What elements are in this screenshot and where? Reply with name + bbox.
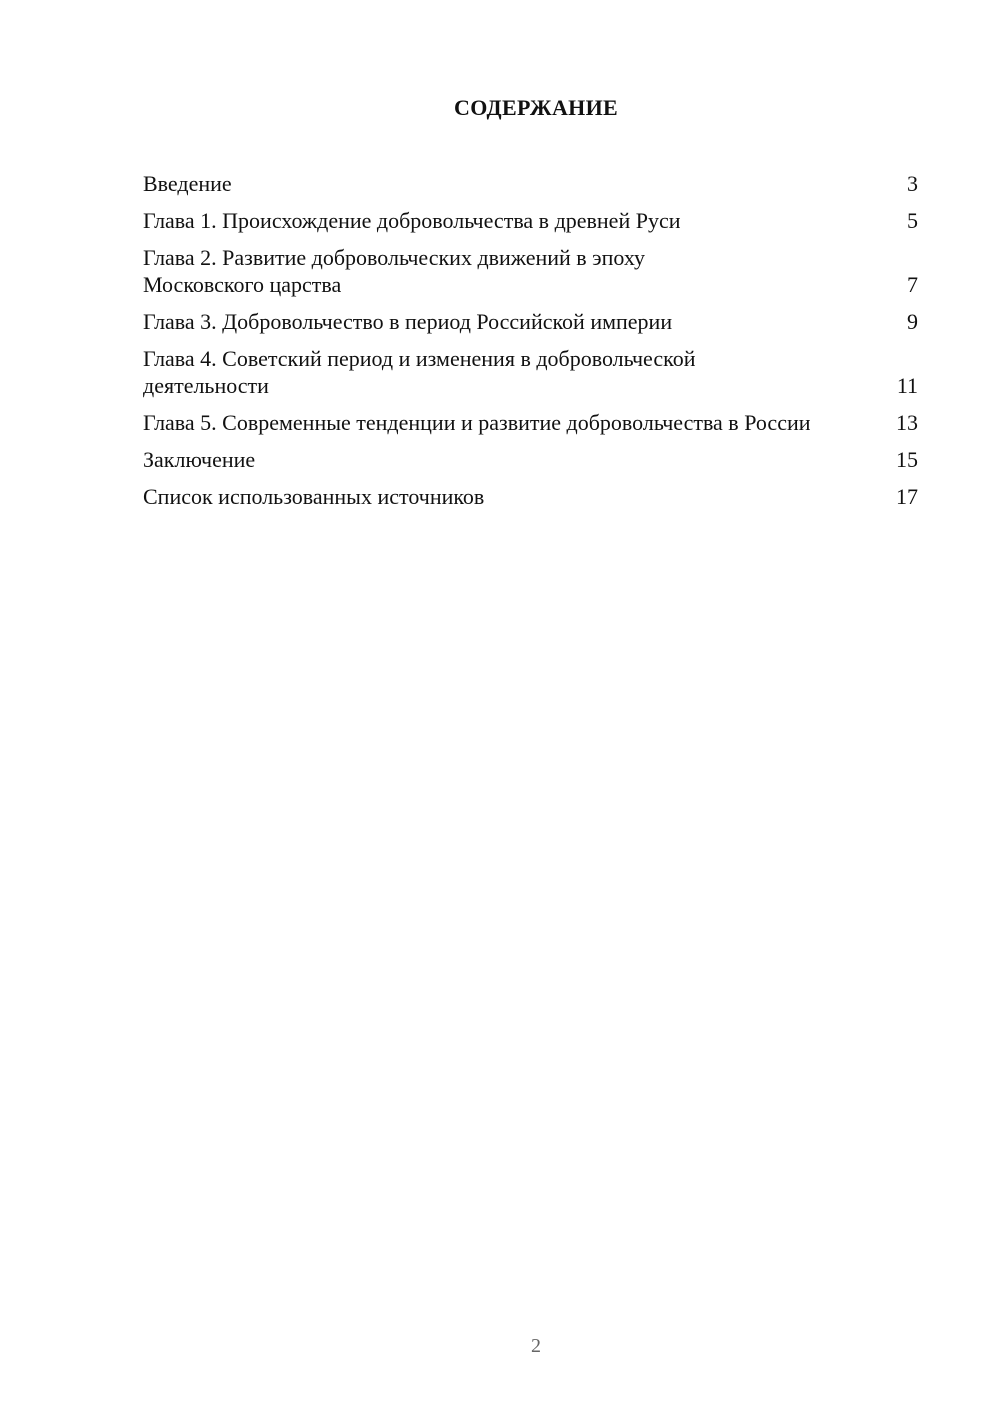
- toc-entry-title: Список использованных источников: [143, 484, 485, 509]
- table-of-contents: [143, 170, 918, 520]
- toc-entry-conclusion: [143, 446, 918, 473]
- toc-entry-page: 17: [896, 484, 918, 509]
- toc-entry-chapter-2: [143, 244, 918, 298]
- toc-entry-title: Глава 1. Происхождение добровольчества в древней Руси: [143, 208, 681, 233]
- toc-entry-page: 5: [907, 208, 918, 233]
- toc-entry-page: 3: [907, 171, 918, 196]
- toc-entry-introduction: [143, 170, 918, 197]
- page-title: СОДЕРЖАНИЕ: [454, 95, 618, 120]
- toc-entry-page: 15: [896, 447, 918, 472]
- toc-entry-page: 13: [896, 410, 918, 435]
- toc-entry-chapter-1: [143, 207, 918, 234]
- toc-entry-title: Глава 5. Современные тенденции и развитие добровольчества в России: [143, 410, 811, 435]
- toc-entry-chapter-5: [143, 409, 918, 436]
- toc-entry-page: 9: [907, 309, 918, 334]
- toc-entry-title: Глава 4. Советский период и изменения в добровольческой деятельности: [143, 346, 696, 398]
- toc-entry-title: Глава 2. Развитие добровольческих движений в эпоху Московского царства: [143, 245, 646, 297]
- toc-entry-page: 11: [896, 373, 918, 398]
- toc-entry-title: Глава 3. Добровольчество в период Российской империи: [143, 309, 673, 334]
- toc-entry-chapter-3: [143, 308, 918, 335]
- toc-entry-title: Заключение: [143, 447, 256, 472]
- page-number: 2: [531, 1335, 541, 1357]
- toc-entry-references: [143, 483, 918, 510]
- toc-entry-page: 7: [907, 272, 918, 297]
- toc-entry-title: Введение: [143, 171, 232, 196]
- toc-entry-chapter-4: [143, 345, 918, 399]
